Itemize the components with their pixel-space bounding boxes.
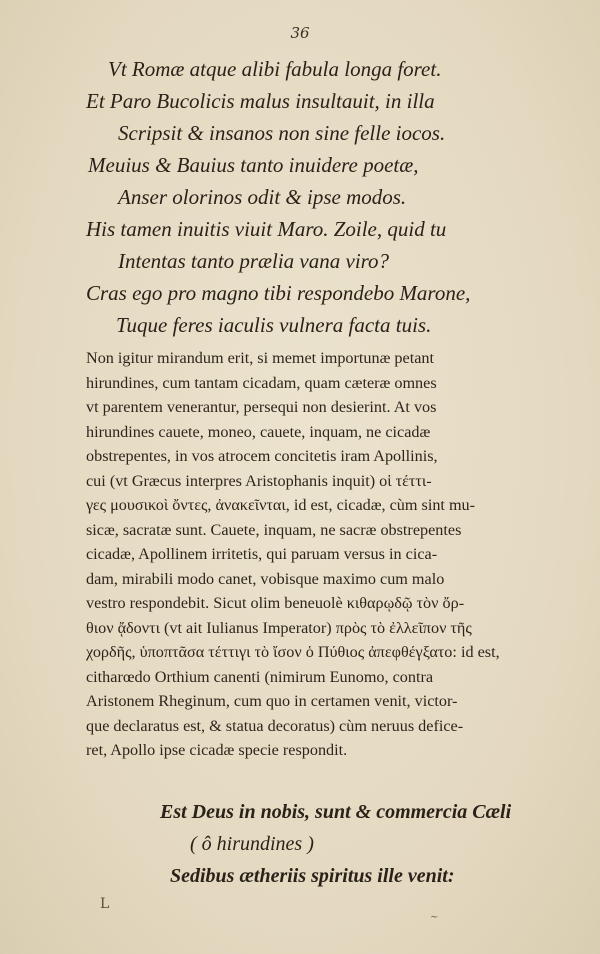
prose-line-14: citharœdo Orthium canenti (nimirum Eunomo, contra (86, 667, 434, 686)
prose-line-3: vt parentem venerantur, persequi non desierint. At vos (86, 398, 437, 416)
verse-bottom-line-1: Est Deus in nobis, sunt & commercia Cæli (160, 801, 512, 823)
verse-line-9: Tuque feres iaculis vulnera facta tuis. (116, 313, 432, 337)
prose-line-13: χορδῆς, ὑποπτᾶσα τέττιγι τὸ ἴσον ὁ Πύθιος ἀπεφθέγξατο: id est, (86, 643, 500, 661)
verse-line-1: Vt Romæ atque alibi fabula longa foret. (108, 57, 442, 81)
verse-line-7: Intentas tanto prælia vana viro? (118, 249, 390, 273)
verse-line-3: Scripsit & insanos non sine felle iocos. (118, 121, 446, 145)
prose-line-11: vestro respondebit. Sicut olim beneuolè κιθαρῳδῷ τὸν ὄρ- (86, 594, 465, 612)
prose-line-9: cicadæ, Apollinem irritetis, qui paruam versus in cica- (86, 545, 438, 563)
prose-line-1: Non igitur mirandum erit, si memet importunæ petant (86, 349, 434, 367)
verse-line-2: Et Paro Bucolicis malus insultauit, in illa (86, 89, 435, 113)
verse-bottom-line-3: Sedibus ætheriis spiritus ille venit: (170, 865, 455, 887)
prose-line-8: sicæ, sacratæ sunt. Cauete, inquam, ne sacræ obstrepentes (86, 520, 462, 539)
prose-line-7: γες μουσικοὶ ὄντες, ἀνακεῖνται, id est, cicadæ, cùm sint mu- (86, 496, 476, 514)
verse-line-5: Anser olorinos odit & ipse modos. (118, 185, 407, 209)
prose-line-15: Aristonem Rheginum, cum quo in certamen venit, victor- (86, 692, 458, 710)
verse-line-4: Meuius & Bauius tanto inuidere poetæ, (88, 153, 419, 177)
prose-line-2: hirundines, cum tantam cicadam, quam cæteræ omnes (86, 373, 437, 392)
bottom-small-mark: ~ (430, 912, 439, 923)
prose-line-12: θιον ᾄδοντι (vt ait Iulianus Imperator) πρὸς τὸ ἐλλεῖπον τῆς (86, 618, 472, 637)
verse-bottom-line-2: ( ô hirundines ) (190, 833, 314, 855)
prose-line-16: que declaratus est, & statua decoratus) cùm neruus defice- (86, 716, 464, 735)
prose-line-10: dam, mirabili modo canet, vobisque maximo cum malo (86, 569, 445, 588)
verse-line-6: His tamen inuitis viuit Maro. Zoile, quid tu (86, 217, 447, 241)
page-number: 36 (290, 24, 310, 42)
bottom-margin-mark: L (100, 896, 110, 912)
prose-paragraph (86, 346, 572, 763)
prose-line-4: hirundines cauete, moneo, cauete, inquam, ne cicadæ (86, 422, 431, 441)
verse-line-8: Cras ego pro magno tibi respondebo Marone, (86, 281, 471, 305)
prose-line-6: cui (vt Græcus interpres Aristophanis inquit) οἱ τέττι- (86, 471, 432, 490)
prose-line-5: obstrepentes, in vos atrocem concitetis iram Apollinis, (86, 447, 438, 465)
prose-line-17: ret, Apollo ipse cicadæ specie respondit. (86, 741, 348, 759)
